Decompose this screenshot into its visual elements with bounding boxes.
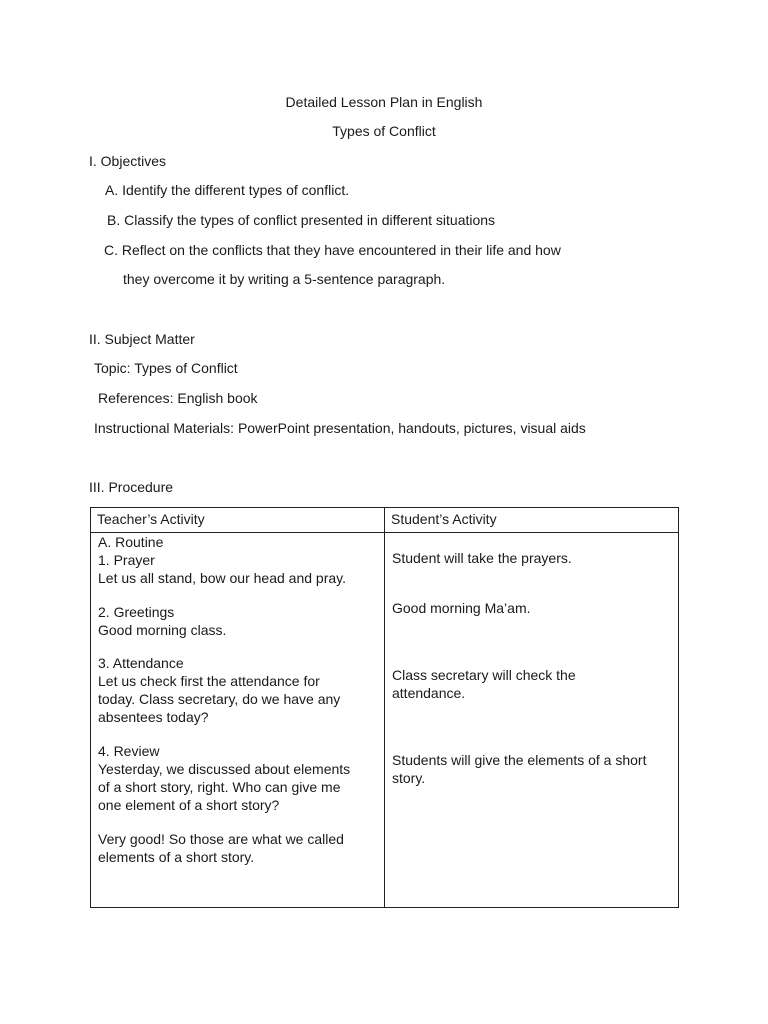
student-block-review: Students will give the elements of a short story. — [392, 752, 647, 786]
teacher-block-attendance: 3. Attendance Let us check first the attendance for today. Class secretary, do we have any absentees today? — [98, 655, 341, 725]
subject-topic: Topic: Types of Conflict — [94, 360, 238, 376]
student-block-prayer: Student will take the prayers. — [392, 550, 572, 566]
subject-references: References: English book — [98, 390, 258, 406]
teacher-column-header: Teacher’s Activity — [91, 508, 385, 533]
teacher-block-review: 4. Review Yesterday, we discussed about elements of a short story, right. Who can give me one element of a short story? — [98, 743, 351, 813]
objective-item-continued: they overcome it by writing a 5-sentence paragraph. — [123, 271, 446, 287]
teacher-block-routine: A. Routine 1. Prayer Let us all stand, bow our head and pray. — [98, 534, 347, 586]
objective-item: B. Classify the types of conflict presented in different situations — [107, 212, 496, 228]
document-subtitle: Types of Conflict — [332, 123, 436, 139]
objective-item: C. Reflect on the conflicts that they have encountered in their life and how — [104, 242, 561, 258]
student-activity-cell — [385, 533, 679, 908]
student-block-greetings: Good morning Ma’am. — [392, 600, 531, 616]
subject-matter-heading: II. Subject Matter — [89, 331, 195, 347]
objective-item: A. Identify the different types of conflict. — [105, 182, 350, 198]
objectives-heading: I. Objectives — [89, 153, 167, 169]
procedure-table — [90, 507, 679, 908]
teacher-block-greetings: 2. Greetings Good morning class. — [98, 604, 227, 638]
teacher-activity-cell — [91, 533, 385, 908]
procedure-heading: III. Procedure — [89, 479, 174, 495]
subject-materials: Instructional Materials: PowerPoint presentation, handouts, pictures, visual aids — [94, 420, 586, 436]
document-title: Detailed Lesson Plan in English — [285, 94, 483, 110]
student-column-header: Student’s Activity — [385, 508, 679, 533]
teacher-block-closing: Very good! So those are what we called elements of a short story. — [98, 831, 344, 865]
student-block-attendance: Class secretary will check the attendance. — [392, 667, 576, 701]
